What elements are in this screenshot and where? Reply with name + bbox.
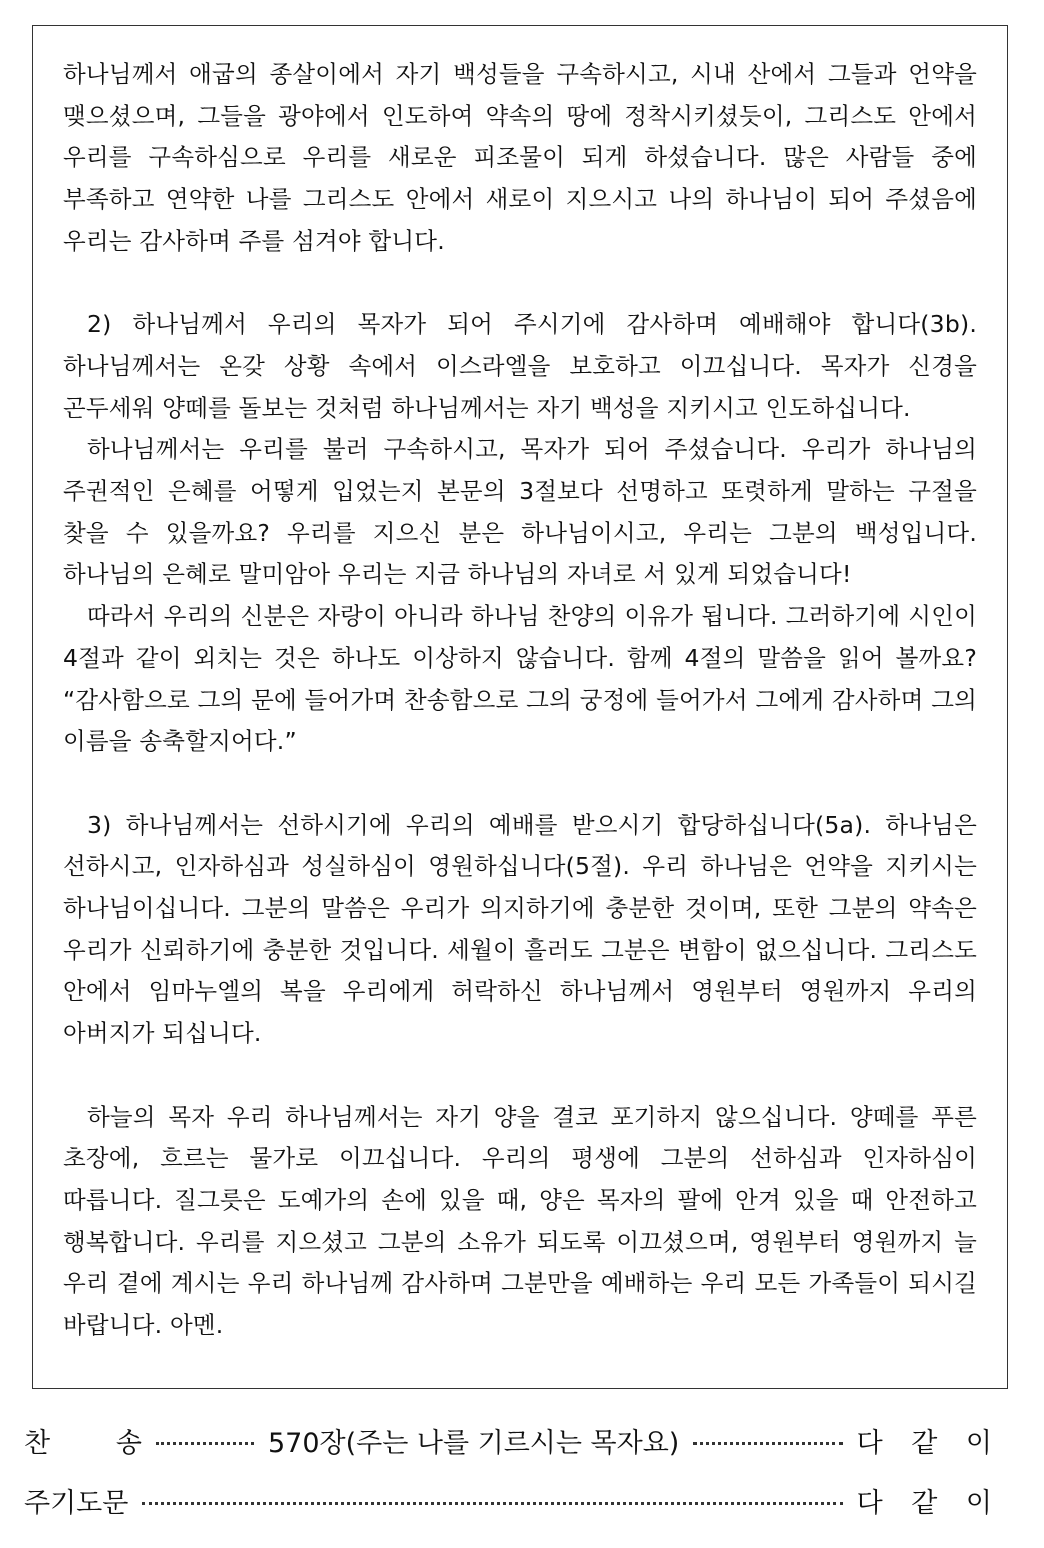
order-item-hymn — [24, 1418, 1002, 1462]
sermon-paragraph-4: 따라서 우리의 신분은 자랑이 아니라 하나님 찬양의 이유가 됩니다. 그러하기에 시인이 4절과 같이 외치는 것은 하나도 이상하지 않습니다. 함께 4절의 말씀을 읽어 볼까요? “감사함으로 그의 문에 들어가며 찬송함으로 그의 궁정에 들어가서 그에게 감사하며 그의 이름을 송축할지어다.” — [63, 602, 977, 756]
lords-prayer-label: 주기도문 — [24, 1487, 129, 1519]
dotted-leader — [142, 1502, 842, 1505]
sermon-paragraph-5: 3) 하나님께서는 선하시기에 우리의 예배를 받으시기 합당하십니다(5a). 하나님은 선하시고, 인자하심과 성실하심이 영원하십니다(5절). 우리 하나님은 언약을 지키시는 하나님이십니다. 그분의 말씀은 우리가 의지하기에 충분한 것이며, 또한 그분의 약속은 우리가 신뢰하기에 충분한 것입니다. 세월이 흘러도 그분은 변함이 없으십니다. 그리스도 안에서 임마누엘의 복을 우리에게 허락하신 하나님께서 영원부터 영원까지 우리의 아버지가 되십니다. — [63, 810, 977, 1048]
hymn-label — [24, 1421, 142, 1460]
hymn-detail: 570장(주는 나를 기르시는 목자요) — [268, 1427, 680, 1459]
paragraph-gap — [63, 1055, 977, 1097]
sermon-paragraph-3: 하나님께서는 우리를 불러 구속하시고, 목자가 되어 주셨습니다. 우리가 하나님의 주권적인 은혜를 어떻게 입었는지 본문의 3절보다 선명하고 또렷하게 말하는 구절을 찾을 수 있을까요? 우리를 지으신 분은 하나님이시고, 우리는 그분의 백성입니다. 하나님의 은혜로 말미암아 우리는 지금 하나님의 자녀로 서 있게 되었습니다! — [63, 435, 977, 589]
sermon-paragraph-2: 2) 하나님께서 우리의 목자가 되어 주시기에 감사하며 예배해야 합니다(3b). 하나님께서는 온갖 상황 속에서 이스라엘을 보호하고 이끄십니다. 목자가 신경을 곤두세워 양떼를 돌보는 것처럼 하나님께서는 자기 백성을 지키시고 인도하십니다. — [63, 310, 977, 422]
dotted-leader — [693, 1442, 842, 1445]
hymn-label-char: 찬 — [24, 1427, 51, 1459]
sermon-paragraph-6: 하늘의 목자 우리 하나님께서는 자기 양을 결코 포기하지 않으십니다. 양떼를 푸른 초장에, 흐르는 물가로 이끄십니다. 우리의 평생에 그분의 선하심과 인자하심이 따릅니다. 질그릇은 도예가의 손에 있을 때, 양은 목자의 팔에 안겨 있을 때 안전하고 행복합니다. 우리를 지으셨고 그분의 소유가 되도록 이끄셨으며, 영원부터 영원까지 늘 우리 곁에 계시는 우리 하나님께 감사하며 그분만을 예배하는 우리 모든 가족들이 되시길 바랍니다. 아멘. — [63, 1102, 977, 1340]
dotted-leader — [156, 1442, 254, 1445]
sermon-paragraph-1: 하나님께서 애굽의 종살이에서 자기 백성들을 구속하시고, 시내 산에서 그들과 언약을 맺으셨으며, 그들을 광야에서 인도하여 약속의 땅에 정착시키셨듯이, 그리스도 안에서 우리를 구속하심으로 우리를 새로운 피조물이 되게 하셨습니다. 많은 사람들 중에 부족하고 연약한 나를 그리스도 안에서 새로이 지으시고 나의 하나님이 되어 주셨음에 우리는 감사하며 주를 섬겨야 합니다. — [63, 60, 977, 255]
hymn-participants: 다 같 이 — [856, 1427, 1002, 1459]
order-item-lords-prayer — [24, 1478, 1002, 1522]
lords-prayer-participants: 다 같 이 — [856, 1487, 1002, 1519]
paragraph-gap — [63, 263, 977, 305]
sermon-text-box — [32, 25, 1008, 1389]
paragraph-gap — [63, 763, 977, 805]
hymn-label-char: 송 — [115, 1427, 142, 1459]
